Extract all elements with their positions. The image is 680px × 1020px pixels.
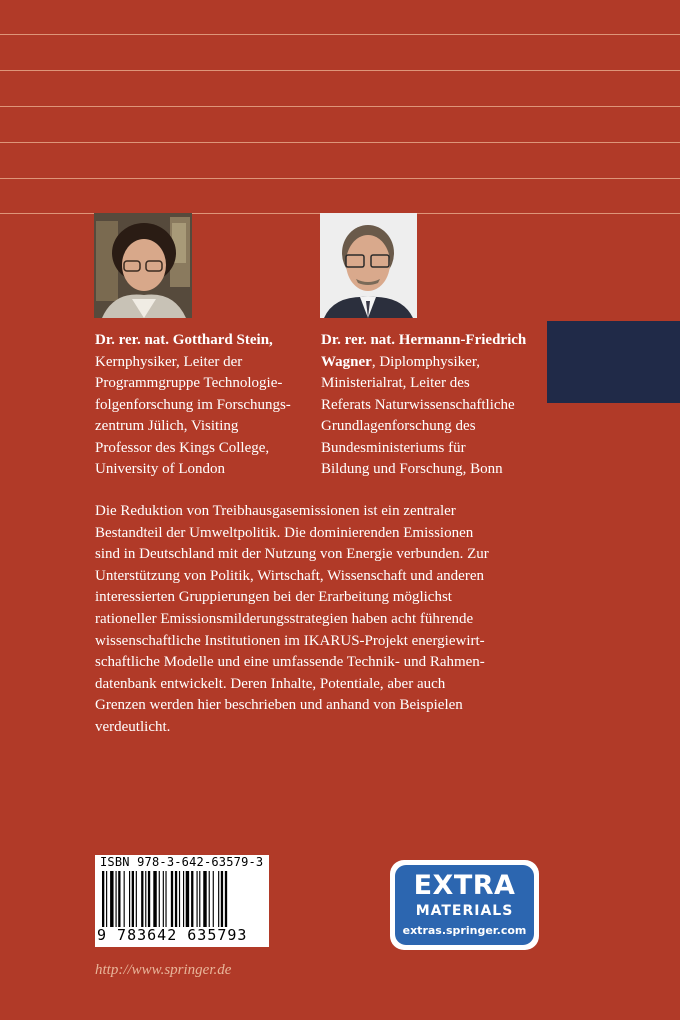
badge-inner xyxy=(395,865,534,945)
barcode-bar xyxy=(199,871,200,927)
barcode-bars xyxy=(100,871,264,927)
bio-line: Kernphysiker, Leiter der xyxy=(95,353,243,370)
divider-line xyxy=(0,70,680,71)
barcode-bar xyxy=(145,871,146,927)
barcode-bar xyxy=(203,871,206,927)
extra-materials-badge xyxy=(390,860,539,950)
portrait-image xyxy=(320,213,417,318)
bio-line: Referats Naturwissenschaftliche xyxy=(321,396,515,413)
barcode-bar xyxy=(163,871,164,927)
portrait-image xyxy=(94,213,192,318)
abstract-line: verdeutlicht. xyxy=(95,718,171,735)
barcode-bar xyxy=(221,871,223,927)
barcode-bar xyxy=(218,871,219,927)
barcode-bar xyxy=(116,871,117,927)
bio-line: Programmgruppe Technologie- xyxy=(95,375,283,391)
abstract-line: schaftliche Modelle und eine umfassende Technik- und Rahmen- xyxy=(95,654,485,671)
barcode-bar xyxy=(186,871,189,927)
barcode-bar xyxy=(141,871,143,927)
abstract-line: rationeller Emissionsmilderungsstrategien haben acht führende xyxy=(95,610,474,627)
book-abstract xyxy=(95,501,535,739)
barcode-bar xyxy=(159,871,160,927)
bio-text: , Diplomphysiker, xyxy=(371,353,480,370)
barcode-bar xyxy=(102,871,104,927)
abstract-line: datenbank entwickelt. Deren Inhalte, Potentiale, aber auch xyxy=(95,675,446,692)
isbn-number: ISBN 978-3-642-63579-3 xyxy=(100,855,264,869)
divider-line xyxy=(0,142,680,143)
publisher-url[interactable]: http://www.springer.de xyxy=(95,962,232,978)
author-photo-wagner xyxy=(320,213,417,318)
barcode-bar xyxy=(124,871,125,927)
bio-line: Professor des Kings College, xyxy=(95,439,270,456)
author-bio-wagner xyxy=(321,330,546,481)
accent-tab xyxy=(547,321,680,403)
barcode-bar xyxy=(129,871,130,927)
abstract-line: Die Reduktion von Treibhausgasemissionen ist ein zentraler xyxy=(95,503,456,519)
barcode-bar xyxy=(136,871,137,927)
abstract-line: wissenschaftliche Institutionen im IKARUS-Projekt energiewirt- xyxy=(95,632,485,649)
badge-url: extras.springer.com xyxy=(402,924,527,937)
barcode-bar xyxy=(209,871,210,927)
abstract-line: sind in Deutschland mit der Nutzung von Energie verbunden. Zur xyxy=(95,546,489,563)
divider-line xyxy=(0,106,680,107)
badge-subtitle: MATERIALS xyxy=(415,903,514,919)
bio-line: Ministerialrat, Leiter des xyxy=(321,375,470,391)
badge-title: EXTRA xyxy=(413,870,516,901)
divider-line xyxy=(0,34,680,35)
ean-number: 9 783642 635793 xyxy=(97,926,248,944)
author-bio-stein xyxy=(95,330,320,481)
barcode-bar xyxy=(225,871,227,927)
abstract-line: Bestandteil der Umweltpolitik. Die dominierenden Emissionen xyxy=(95,524,474,541)
abstract-line: Unterstützung von Politik, Wirtschaft, Wissenschaft und anderen xyxy=(95,567,484,584)
barcode-bar xyxy=(183,871,184,927)
bio-line: zentrum Jülich, Visiting xyxy=(95,418,239,434)
bio-line: folgenforschung im Forschungs- xyxy=(95,396,291,413)
author-name-surname: Wagner xyxy=(321,353,372,370)
author-name: Dr. rer. nat. Gotthard Stein, xyxy=(95,332,273,348)
barcode-bar xyxy=(165,871,166,927)
barcode-bar xyxy=(132,871,134,927)
barcode-bar xyxy=(179,871,180,927)
bio-line xyxy=(321,352,546,374)
bio-line: University of London xyxy=(95,461,225,477)
barcode-bar xyxy=(171,871,173,927)
barcode-bar xyxy=(153,871,156,927)
barcode-bar xyxy=(110,871,113,927)
bio-line: Bildung und Forschung, Bonn xyxy=(321,461,503,477)
bio-line: Grundlagenforschung des xyxy=(321,418,476,434)
bio-line: Bundesministeriums für xyxy=(321,439,466,456)
barcode-bar xyxy=(197,871,198,927)
barcode-bar xyxy=(175,871,177,927)
divider-line xyxy=(0,178,680,179)
barcode-bar xyxy=(106,871,107,927)
author-name: Dr. rer. nat. Hermann-Friedrich xyxy=(321,332,527,348)
barcode-bar xyxy=(213,871,214,927)
barcode-bar xyxy=(148,871,150,927)
barcode-bar xyxy=(118,871,120,927)
barcode-bar xyxy=(191,871,193,927)
abstract-line: interessierten Gruppierungen bei der Erarbeitung möglichst xyxy=(95,589,452,606)
isbn-barcode xyxy=(95,855,269,947)
decorative-top-lines xyxy=(0,0,680,214)
author-photo-stein xyxy=(94,213,192,318)
abstract-line: Grenzen werden hier beschrieben und anhand von Beispielen xyxy=(95,697,463,714)
